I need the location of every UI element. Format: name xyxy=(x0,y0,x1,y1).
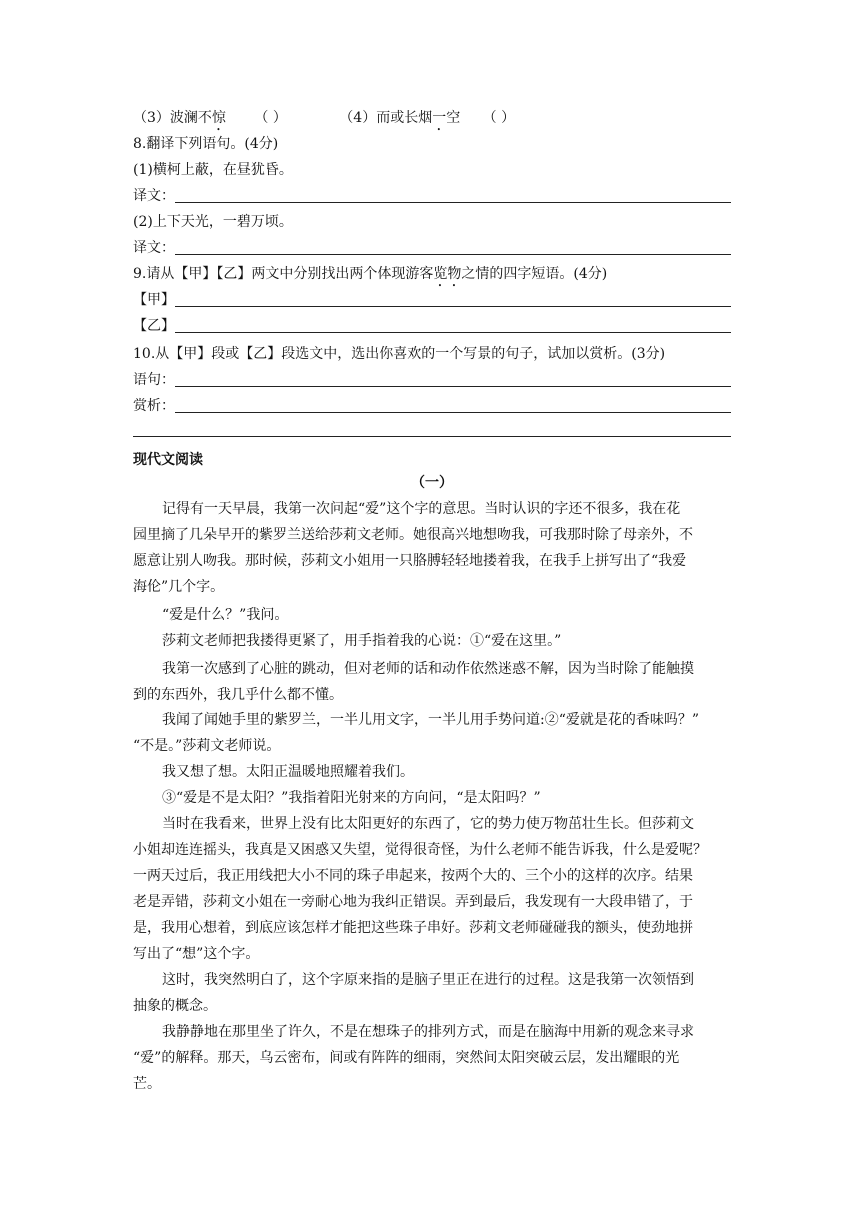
q8-answer-1[interactable] xyxy=(133,185,731,207)
passage-line: 记得有一天早晨，我第一次问起“爱”这个字的意思。当时认识的字还不很多，我在花 xyxy=(162,501,681,517)
section-heading: 现代文阅读 xyxy=(133,452,203,468)
answer-line[interactable] xyxy=(175,202,731,203)
passage-line: “不是。”莎莉文老师说。 xyxy=(133,738,281,754)
q9-answer-jia[interactable] xyxy=(133,289,731,311)
passage-line: 愿意让别人吻我。那时候，莎莉文小姐用一只胳膊轻轻地搂着我，在我手上拼写出了“我爱 xyxy=(133,553,687,569)
passage-line: 这时，我突然明白了，这个字原来指的是脑子里正在进行的过程。这是我第一次领悟到 xyxy=(162,972,694,988)
passage-line: 园里摘了几朵早开的紫罗兰送给莎莉文老师。她很高兴地想吻我，可我那时除了母亲外，不 xyxy=(133,527,693,543)
answer-line[interactable] xyxy=(175,412,731,413)
passage-line: 老是弄错，莎莉文小姐在一旁耐心地为我纠正错误。弄到最后，我发现有一大段串错了，于 xyxy=(133,894,693,910)
passage-line: 莎莉文老师把我搂得更紧了，用手指着我的心说：①“爱在这里。” xyxy=(162,633,562,649)
passage-line: 到的东西外，我几乎什么都不懂。 xyxy=(133,687,343,703)
passage-line: ③“爱是不是太阳？”我指着阳光射来的方向问，“是太阳吗？” xyxy=(162,790,541,806)
passage-line: 芒。 xyxy=(133,1076,161,1092)
q8-sentence-2: (2)上下天光，一碧万顷。 xyxy=(133,214,293,230)
q7-item4-dotted-char: 一 xyxy=(432,110,447,126)
answer-line-extra[interactable] xyxy=(133,436,731,437)
q7-item4-blank[interactable]: （ ） xyxy=(482,110,516,126)
label-yi: 【乙】 xyxy=(133,318,175,334)
passage-line: 海伦”几个字。 xyxy=(133,579,225,595)
passage-line: 抽象的概念。 xyxy=(133,998,217,1014)
q7-item3-text: （3）波澜不 xyxy=(133,110,212,126)
passage-line: 小姐却连连摇头，我真是又困惑又失望，觉得很奇怪，为什么老师不能告诉我，什么是爱呢？ xyxy=(133,842,707,858)
answer-line[interactable] xyxy=(175,386,731,387)
passage-line: 我第一次感到了心脏的跳动，但对老师的话和动作依然迷惑不解，因为当时除了能触摸 xyxy=(162,661,694,677)
q7-item3-blank[interactable]: （ ） xyxy=(254,110,287,126)
q8-title: 8.翻译下列语句。(4分) xyxy=(133,136,279,152)
answer-line[interactable] xyxy=(175,254,731,255)
passage-line: “爱”的解释。那天，乌云密布，间或有阵阵的细雨，突然间太阳突破云层，发出耀眼的光 xyxy=(133,1050,680,1066)
answer-label: 译文： xyxy=(133,240,175,256)
label-analysis: 赏析： xyxy=(133,398,175,414)
label-sentence: 语句： xyxy=(133,372,175,388)
part-heading: （一） xyxy=(411,475,453,491)
q8-sentence-1: (1)横柯上蔽，在昼犹昏。 xyxy=(133,162,293,178)
passage-line: 我又想了想。太阳正温暖地照耀着我们。 xyxy=(162,764,414,780)
q9-title-dotted: 览物 xyxy=(433,266,462,282)
passage-line: 我静静地在那里坐了许久，不是在想珠子的排列方式，而是在脑海中用新的观念来寻求 xyxy=(162,1024,694,1040)
q7-items-row xyxy=(133,107,731,129)
passage-line: 当时在我看来，世界上没有比太阳更好的东西了，它的势力使万物茁壮生长。但莎莉文 xyxy=(162,816,694,832)
answer-line[interactable] xyxy=(175,306,731,307)
passage-line: “爱是什么？”我问。 xyxy=(162,607,289,623)
q9-title-a: 9.请从【甲】【乙】两文中分别找出两个体现游客 xyxy=(133,266,434,282)
q10-title: 10.从【甲】段或【乙】段选文中，选出你喜欢的一个写景的句子，试加以赏析。(3分) xyxy=(133,346,666,362)
answer-label: 译文： xyxy=(133,188,175,204)
q8-answer-2[interactable] xyxy=(133,237,731,259)
q10-answer-analysis[interactable] xyxy=(133,395,731,417)
passage-line: 是，我用心想着，到底应该怎样才能把这些珠子串好。莎莉文老师碰碰我的额头，使劲地拼 xyxy=(133,920,693,936)
passage-line: 我闻了闻她手里的紫罗兰，一半儿用文字，一半儿用手势问道:②“爱就是花的香味吗？” xyxy=(162,712,700,728)
q10-answer-sentence[interactable] xyxy=(133,369,731,391)
answer-line[interactable] xyxy=(175,332,731,333)
passage-line: 一两天过后，我正用线把大小不同的珠子串起来，按两个大的、三个小的这样的次序。结果 xyxy=(133,868,693,884)
q7-item4-text-b: 空 xyxy=(446,110,461,126)
q9-title xyxy=(133,263,731,285)
q9-title-b: 之情的四字短语。(4分) xyxy=(461,266,608,282)
q7-item3-dotted-char: 惊 xyxy=(211,110,226,126)
q9-answer-yi[interactable] xyxy=(133,315,731,337)
q7-item4-text-a: （4）而或长烟 xyxy=(339,110,433,126)
passage-line: 写出了“想”这个字。 xyxy=(133,946,260,962)
label-jia: 【甲】 xyxy=(133,292,175,308)
